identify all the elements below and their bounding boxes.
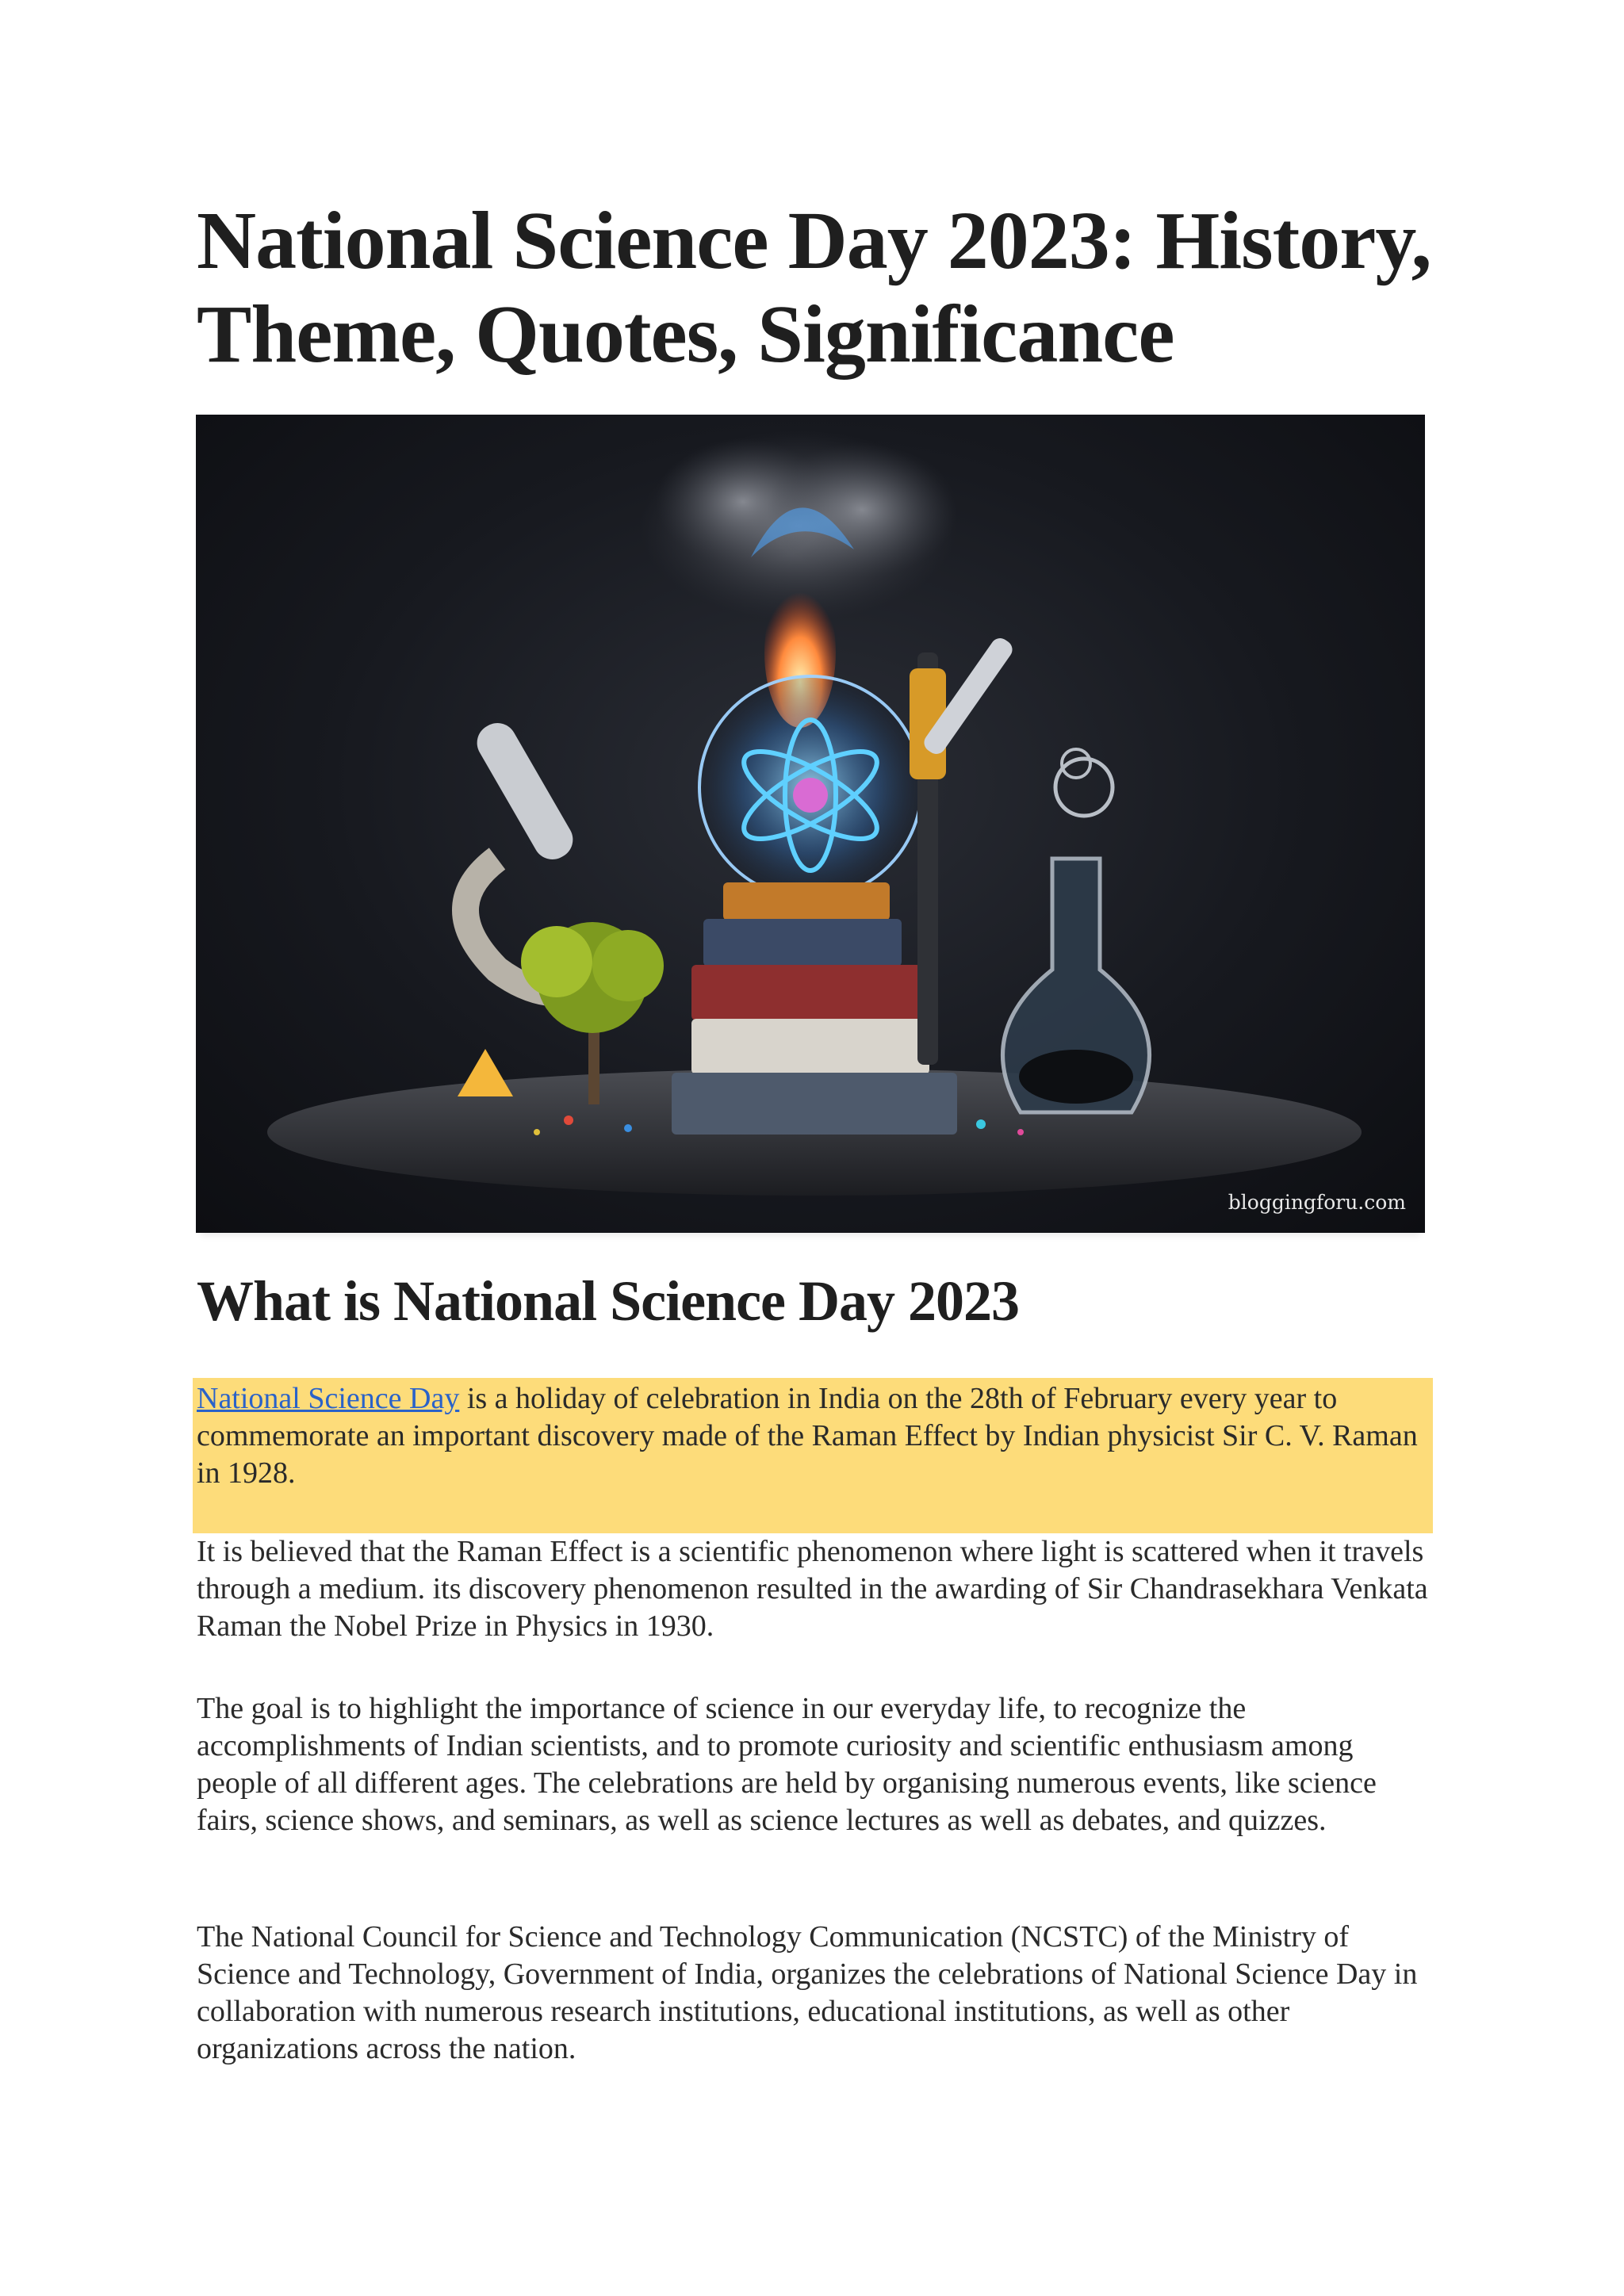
book bbox=[672, 1073, 957, 1135]
gauge bbox=[1055, 759, 1113, 816]
hero-image bbox=[196, 415, 1425, 1233]
page-title: National Science Day 2023: History, Theme, Quotes, Significance bbox=[197, 195, 1431, 380]
test-tube bbox=[470, 716, 580, 867]
national-science-day-link[interactable]: National Science Day bbox=[197, 1382, 460, 1415]
paragraph-intro-text: is a holiday of celebration in India on the 28th of February every year to commemorate an important discovery made of the Raman Effect by Indian physicist Sir C. V. Raman in 1928. bbox=[197, 1382, 1418, 1490]
prism bbox=[458, 1049, 513, 1096]
image-watermark: bloggingforu.com bbox=[1228, 1191, 1406, 1214]
book bbox=[691, 965, 921, 1020]
science-illustration bbox=[196, 415, 1425, 1233]
paragraph-ncstc: The National Council for Science and Technology Communication (NCSTC) of the Ministry of Science and Technology, Government of India, organizes the celebrations of National Science Day in collaboration with numerous research institutions, educational institutions, as well as other organizations across the nation. bbox=[197, 1920, 1418, 2065]
section-heading: What is National Science Day 2023 bbox=[197, 1269, 1019, 1333]
paragraph-goal: The goal is to highlight the importance of science in our everyday life, to recognize the accomplishments of Indian scientists, and to promote curiosity and scientific enthusiasm among people of all different ages. The celebrations are held by organising numerous events, like science fairs, science shows, and seminars, as well as science lectures as well as debates, and quizzes. bbox=[197, 1692, 1377, 1837]
book bbox=[703, 919, 902, 966]
paragraph-intro bbox=[197, 1380, 1434, 1492]
paragraph-raman-effect: It is believed that the Raman Effect is a scientific phenomenon where light is scattered when it travels through a medium. its discovery phenomenon resulted in the awarding of Sir Chandrasekhara Venkata Raman the Nobel Prize in Physics in 1930. bbox=[197, 1535, 1428, 1643]
book bbox=[723, 882, 890, 920]
book bbox=[691, 1019, 929, 1074]
